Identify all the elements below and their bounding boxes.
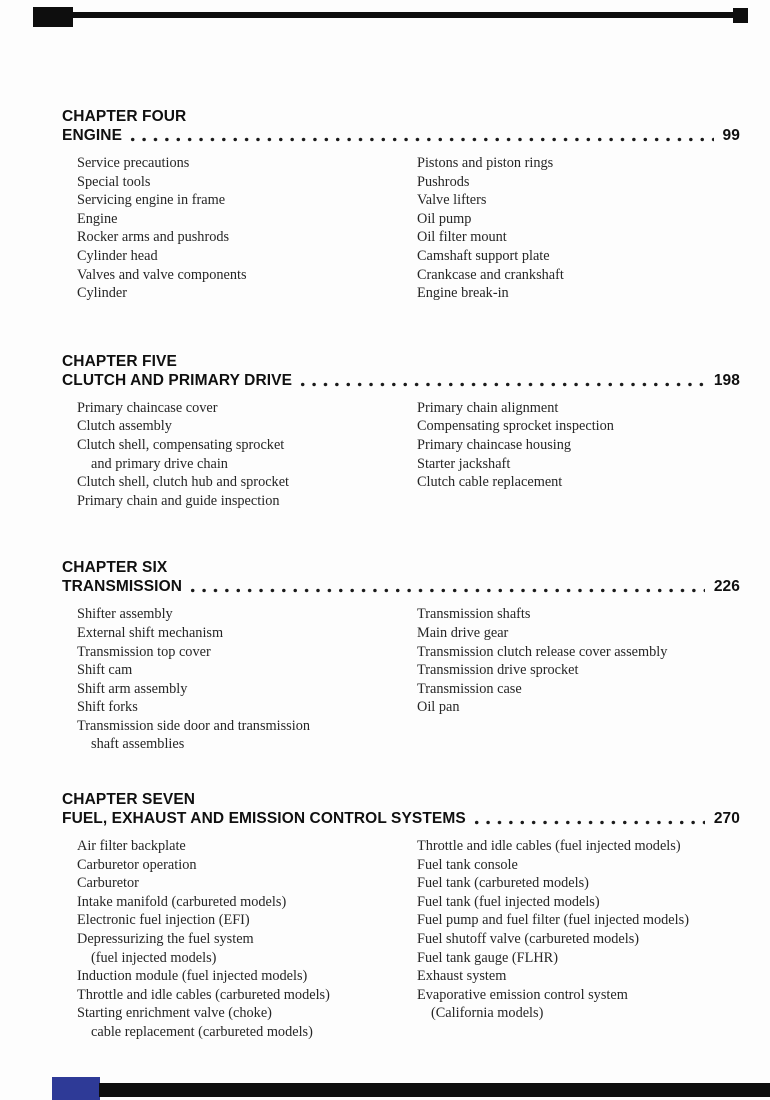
toc-topic: Transmission shafts <box>417 606 531 623</box>
toc-topic: Engine break-in <box>417 285 509 302</box>
chapter-topic-columns <box>62 837 740 1042</box>
toc-topic: Transmission case <box>417 680 522 697</box>
toc-topic: Shift forks <box>77 699 138 716</box>
chapter-topics-right <box>417 399 740 511</box>
toc-topic: Fuel tank gauge (FLHR) <box>417 949 558 966</box>
toc-topic: Depressurizing the fuel system <box>77 931 254 948</box>
toc-topic: Transmission clutch release cover assembly <box>417 643 668 660</box>
chapter-topic-columns <box>62 605 740 754</box>
toc-topic: Clutch assembly <box>77 418 172 435</box>
toc-topic: External shift mechanism <box>77 624 224 641</box>
toc-topic: and primary drive chain <box>91 455 228 472</box>
toc-topic: Pushrods <box>417 173 470 190</box>
chapter-topic-columns <box>62 154 740 303</box>
toc-topic: Starting enrichment valve (choke) <box>77 1005 272 1022</box>
chapter-page-number: 198 <box>713 371 740 389</box>
toc-topic: Primary chaincase housing <box>417 436 572 453</box>
dot-leader <box>297 382 705 387</box>
toc-topic: Engine <box>77 210 118 227</box>
chapter-title: TRANSMISSION <box>62 578 183 596</box>
chapter-topics-right <box>417 154 740 303</box>
toc-topic: Oil pump <box>417 210 472 227</box>
toc-topic: Throttle and idle cables (fuel injected models) <box>417 838 681 855</box>
chapter-topics-right <box>417 605 740 754</box>
toc-topic: Exhaust system <box>417 968 507 985</box>
chapter-title-row <box>62 126 740 145</box>
dot-leader <box>127 137 714 142</box>
toc-topic: Clutch shell, compensating sprocket <box>77 436 285 453</box>
chapter-topics-left <box>77 154 417 303</box>
chapter-label: CHAPTER FOUR <box>62 108 187 125</box>
toc-topic: Clutch cable replacement <box>417 474 563 491</box>
chapter-title-row <box>62 371 740 390</box>
toc-topic: Main drive gear <box>417 624 509 641</box>
toc-topic: Oil pan <box>417 699 460 716</box>
toc-topic: Evaporative emission control system <box>417 986 628 1003</box>
toc-topic: Servicing engine in frame <box>77 192 226 209</box>
toc-topic: Throttle and idle cables (carbureted models) <box>77 986 330 1003</box>
toc-topic: Fuel pump and fuel filter (fuel injected models) <box>417 912 689 929</box>
toc-topic: Air filter backplate <box>77 838 186 855</box>
chapter-topics-right <box>417 837 740 1042</box>
table-of-contents <box>62 0 740 1042</box>
toc-topic: (California models) <box>431 1005 544 1022</box>
toc-topic: Transmission side door and transmission <box>77 717 310 734</box>
toc-topic: Valves and valve components <box>77 266 247 283</box>
chapter-topic-columns <box>62 399 740 511</box>
scan-artifact-bottom-blue-square <box>52 1077 100 1100</box>
chapter-title-row <box>62 809 740 828</box>
scan-artifact-bottom-bar <box>99 1083 770 1097</box>
toc-topic: Fuel shutoff valve (carbureted models) <box>417 931 640 948</box>
toc-chapter <box>62 352 740 511</box>
toc-topic: Clutch shell, clutch hub and sprocket <box>77 474 290 491</box>
toc-topic: Shift cam <box>77 662 133 679</box>
toc-topic: Electronic fuel injection (EFI) <box>77 912 250 929</box>
dot-leader <box>471 820 705 825</box>
toc-topic: Primary chain alignment <box>417 399 559 416</box>
toc-topic: shaft assemblies <box>91 736 185 753</box>
toc-topic: Fuel tank (fuel injected models) <box>417 893 600 910</box>
toc-topic: Cylinder head <box>77 247 158 264</box>
chapter-title-row <box>62 577 740 596</box>
toc-topic: Transmission top cover <box>77 643 211 660</box>
chapter-title: FUEL, EXHAUST AND EMISSION CONTROL SYSTEMS <box>62 810 466 828</box>
chapter-label: CHAPTER SIX <box>62 559 168 577</box>
toc-topic: Service precautions <box>77 155 190 171</box>
toc-topic: Cylinder <box>77 285 128 302</box>
toc-topic: Induction module (fuel injected models) <box>77 968 308 985</box>
toc-topic: Crankcase and crankshaft <box>417 266 564 283</box>
toc-topic: cable replacement (carbureted models) <box>91 1024 313 1040</box>
chapter-label: CHAPTER SEVEN <box>62 791 196 809</box>
toc-topic: Fuel tank console <box>417 856 518 873</box>
toc-topic: Camshaft support plate <box>417 247 550 264</box>
toc-topic: Intake manifold (carbureted models) <box>77 893 287 910</box>
chapter-topics-left <box>77 399 417 511</box>
toc-topic: Fuel tank (carbureted models) <box>417 875 589 892</box>
toc-topic: (fuel injected models) <box>91 949 217 966</box>
chapter-topics-left <box>77 605 417 754</box>
toc-topic: Oil filter mount <box>417 229 507 246</box>
toc-topic: Valve lifters <box>417 192 487 209</box>
toc-topic: Pistons and piston rings <box>417 155 554 171</box>
toc-chapter <box>62 107 740 303</box>
chapter-title: ENGINE <box>62 127 123 144</box>
chapter-page-number: 270 <box>713 810 740 828</box>
toc-topic: Shifter assembly <box>77 606 173 623</box>
toc-topic: Shift arm assembly <box>77 680 188 697</box>
toc-topic: Primary chaincase cover <box>77 399 218 416</box>
chapter-label: CHAPTER FIVE <box>62 352 177 370</box>
toc-topic: Compensating sprocket inspection <box>417 418 614 435</box>
toc-topic: Rocker arms and pushrods <box>77 229 230 246</box>
chapter-topics-left <box>77 837 417 1042</box>
dot-leader <box>187 588 705 593</box>
toc-chapter <box>62 790 740 1042</box>
chapter-title: CLUTCH AND PRIMARY DRIVE <box>62 371 293 389</box>
chapter-page-number: 99 <box>722 127 740 144</box>
chapter-page-number: 226 <box>713 578 740 596</box>
toc-chapter <box>62 558 740 754</box>
toc-topic: Special tools <box>77 173 151 190</box>
toc-topic: Carburetor operation <box>77 856 197 873</box>
toc-topic: Carburetor <box>77 875 139 892</box>
toc-topic: Transmission drive sprocket <box>417 662 579 679</box>
toc-topic: Primary chain and guide inspection <box>77 492 280 509</box>
toc-topic: Starter jackshaft <box>417 455 511 472</box>
